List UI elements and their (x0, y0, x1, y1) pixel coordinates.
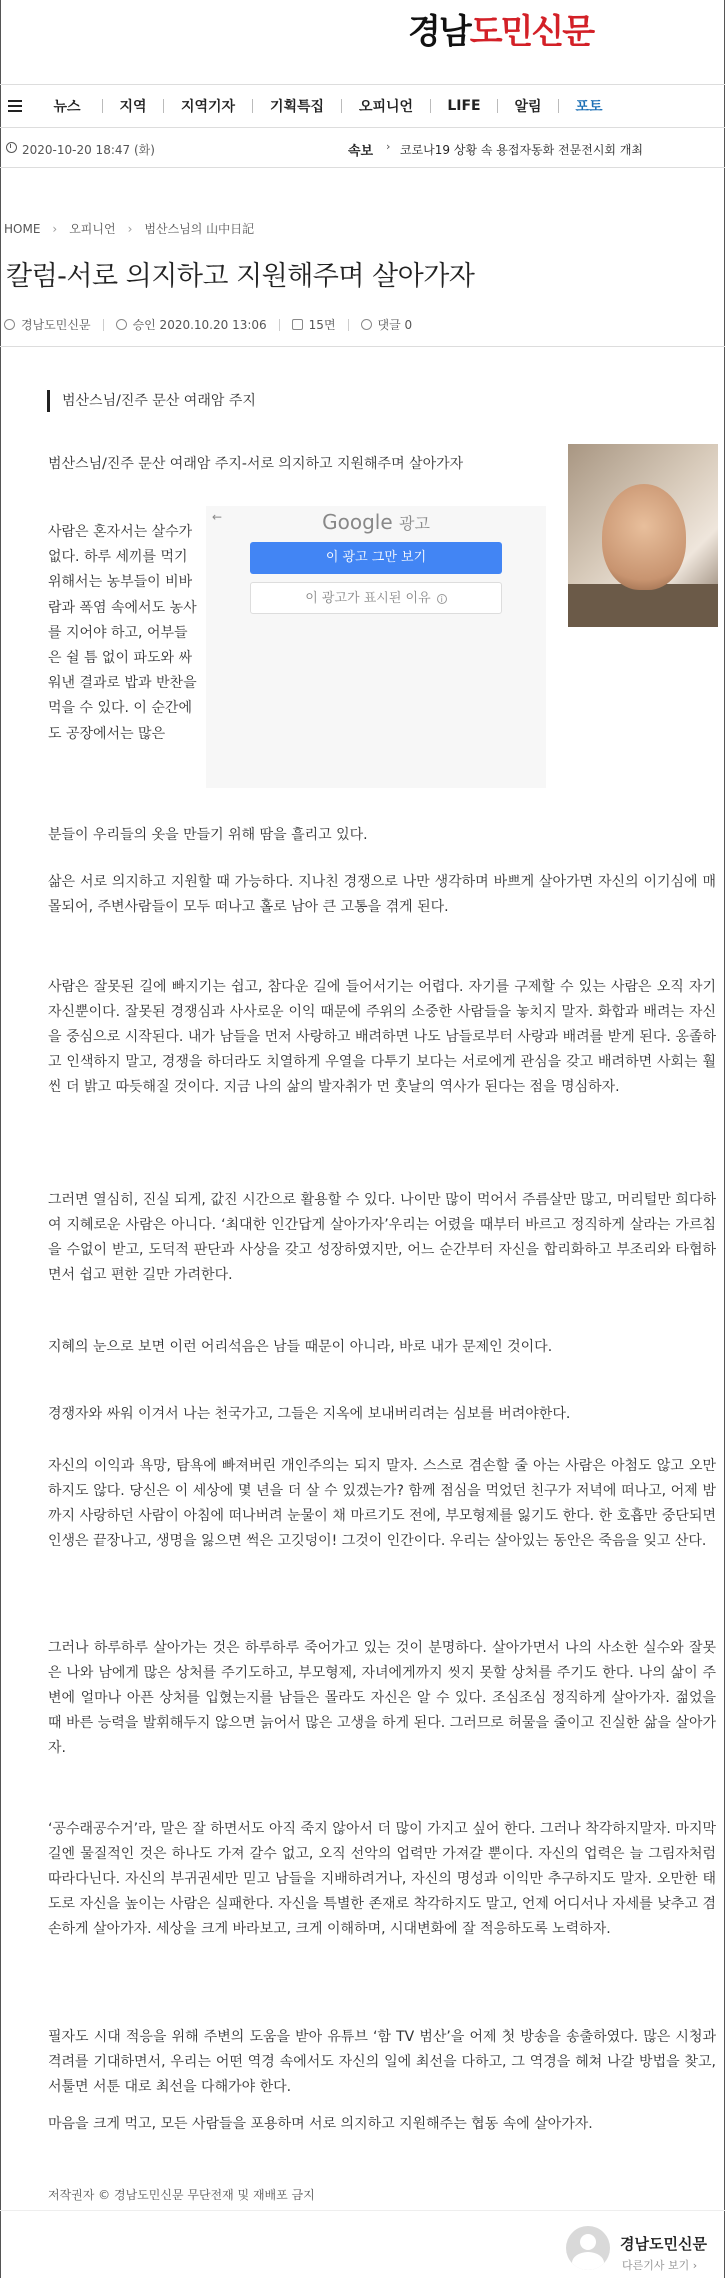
logo-part2: 도민신문 (469, 12, 594, 52)
info-icon: i (437, 594, 447, 604)
article-paragraph: 마음을 크게 먹고, 모든 사람들을 포용하며 서로 의지하고 지원해주는 협동 속에 살아가자. (48, 2116, 593, 2132)
why-ad-label: 이 광고가 표시된 이유 (305, 591, 431, 606)
breadcrumb (4, 220, 254, 237)
ad-brand (206, 510, 546, 534)
breaking-label: 속보 (348, 144, 374, 159)
top-info-bar (0, 128, 725, 168)
author-photo (568, 444, 718, 627)
page-icon (292, 319, 303, 330)
clock-icon (6, 142, 17, 153)
breadcrumb-opinion[interactable]: 오피니언 (69, 222, 116, 236)
nav-divider (252, 99, 253, 113)
nav-divider (430, 99, 431, 113)
divider (0, 2210, 725, 2211)
article-approved-date: 승인 2020.10.20 13:06 (132, 318, 267, 332)
nav-divider (163, 99, 164, 113)
reporter-avatar (566, 2226, 610, 2270)
nav-item-news[interactable]: 뉴스 (53, 99, 81, 115)
nav-divider (341, 99, 342, 113)
chevron-right-icon: › (52, 221, 58, 236)
menu-icon[interactable] (8, 100, 22, 112)
user-icon (4, 319, 15, 330)
stop-ad-button[interactable]: 이 광고 그만 보기 (250, 542, 502, 574)
logo-part1: 경남 (408, 12, 470, 52)
meta-divider (279, 319, 280, 331)
nav-item-region[interactable]: 지역 (119, 99, 147, 115)
main-nav (0, 84, 725, 128)
divider (0, 346, 725, 347)
breadcrumb-home[interactable]: HOME (4, 221, 41, 236)
chevron-right-icon: › (386, 140, 391, 153)
article-subhead: 범산스님/진주 문산 여래암 주지 (47, 390, 256, 412)
clock-icon (116, 319, 127, 330)
chevron-right-icon: › (127, 221, 133, 236)
article-paragraph: 삶은 서로 의지하고 지원할 때 가능하다. 지나친 경쟁으로 나만 생각하며 바쁘게 살아가면 자신의 이기심에 매몰되어, 주변사람들이 모두 떠나고 홀로 남아 큰 고통을 겪게 된다. (48, 874, 716, 915)
nav-item-opinion[interactable]: 오피니언 (358, 99, 414, 115)
article-comments[interactable]: 댓글 0 (377, 318, 413, 332)
meta-divider (348, 319, 349, 331)
nav-divider (102, 99, 103, 113)
breadcrumb-section[interactable]: 범산스님의 山中日記 (144, 222, 255, 236)
comment-icon (361, 319, 372, 330)
article-paragraph: 자신의 이익과 욕망, 탐욕에 빠져버린 개인주의는 되지 말자. 스스로 겸손할 줄 아는 사람은 아첨도 않고 오만하지도 않다. 당신은 이 세상에 몇 년을 더 살 수 있겠는가? 함께 점심을 먹었던 친구가 저녁에 떠나고, 어제 밤까지 사랑하던 사람이 아침에 떠나버려 눈물이 채 마르기도 전에, 부모형제를 잃기도 한다. 한 호흡만 중단되면 인생은 끝장나고, 생명을 잃으면 썩은 고깃덩이! 그것이 인간이다. 우리는 살아있는 동안은 죽음을 잊고 산다. (48, 1458, 716, 1549)
masthead (0, 0, 725, 60)
nav-item-life[interactable]: LIFE (447, 98, 481, 114)
back-arrow-icon[interactable]: ← (212, 510, 223, 524)
why-ad-button[interactable] (250, 582, 502, 614)
breaking-headline[interactable]: 코로나19 상황 속 용접자동화 전문전시회 개최 (400, 143, 643, 157)
reporter-more-link[interactable]: 다른기사 보기 › (622, 2259, 698, 2272)
article-paragraph: 경쟁자와 싸워 이겨서 나는 천국가고, 그들은 지옥에 보내버리려는 심보를 버려야한다. (48, 1406, 571, 1422)
article-paragraph: 사람은 혼자서는 살수가 없다. 하루 세끼를 먹기 위해서는 농부들이 비바람과 폭염 속에서도 농사를 지어야 하고, 어부들은 쉴 틈 없이 파도와 싸워낸 결과로 밥과 반찬을 먹을 수 있다. 이 순간에도 공장에서는 많은 (48, 524, 197, 742)
article-title: 칼럼-서로 의지하고 지원해주며 살아가자 (6, 261, 475, 292)
nav-divider (497, 99, 498, 113)
article-meta (4, 316, 412, 333)
meta-divider (103, 319, 104, 331)
article-paragraph: 사람은 잘못된 길에 빠지기는 쉽고, 참다운 길에 들어서기는 어렵다. 자기를 구제할 수 있는 사람은 오직 자기 자신뿐이다. 잘못된 경쟁심과 사사로운 이익 때문에 주위의 소중한 사람들을 놓치지 말자. 화합과 배려는 자신을 중심으로 시작된다. 내가 남들을 먼저 사랑하고 배려하면 나도 남들로부터 사랑과 배려를 받게 된다. 옹졸하고 인색하지 말고, 경쟁을 하더라도 치열하게 우열을 다투기 보다는 서로에게 관심을 갖고 배려하면 사회는 훨씬 더 밝고 따듯해질 것이다. 지금 나의 삶의 발자취가 먼 훗날의 역사가 된다는 점을 명심하자. (48, 979, 716, 1095)
site-logo[interactable] (408, 4, 593, 53)
article-page: 15면 (308, 318, 336, 332)
current-date: 2020-10-20 18:47 (화) (22, 143, 155, 157)
article-author: 경남도민신문 (21, 318, 91, 332)
nav-item-feature[interactable]: 기획특집 (269, 99, 325, 115)
ad-brand-name: Google (322, 510, 393, 534)
article-paragraph: 분들이 우리들의 옷을 만들기 위해 땀을 흘리고 있다. (48, 827, 368, 843)
article-paragraph: 그러면 열심히, 진실 되게, 값진 시간으로 활용할 수 있다. 나이만 많이 먹어서 주름살만 많고, 머리털만 희다하여 지혜로운 사람은 아니다. ‘최대한 인간답게 살아가자’우리는 어렸을 때부터 바르고 정직하게 살라는 가르침을 수없이 받고, 도덕적 판단과 사상을 갖고 성장하였지만, 어느 순간부터 자신을 합리화하고 부조리와 타협하면서 쉽고 편한 길만 가려한다. (48, 1192, 716, 1283)
ad-feedback-panel (206, 506, 546, 788)
article-paragraph: ‘공수래공수거’라, 말은 잘 하면서도 아직 죽지 않아서 더 많이 가지고 싶어 한다. 그러나 착각하지말자. 마지막 길엔 물질적인 것은 하나도 가져 갈수 없고, 오직 선악의 업력만 가져갈 뿐이다. 자신의 업력은 늘 그림자처럼 따라다닌다. 자신의 부귀권세만 믿고 남들을 지배하려거나, 자신의 명성과 이익만 추구하지도 말자. 오만한 태도로 자신을 높이는 사람은 실패한다. 자신을 특별한 존재로 착각하지도 말고, 언제 어디서나 자세를 낮추고 겸손하게 살아가자. 세상을 크게 바라보고, 크게 이해하며, 시대변화에 잘 적응하도록 노력하자. (48, 1821, 716, 1937)
article-paragraph: 필자도 시대 적응을 위해 주변의 도움을 받아 유튜브 ‘함 TV 범산’을 어제 첫 방송을 송출하였다. 많은 시청과 격려를 기대하면서, 우리는 어떤 역경 속에서도 자신의 일에 최선을 다하고, 그 역경을 헤쳐 나갈 방법을 찾고, 서툴면 서툰 대로 최선을 다해가야 한다. (48, 2029, 716, 2095)
nav-item-notice[interactable]: 알림 (514, 99, 542, 115)
reporter-name: 경남도민신문 (620, 2235, 707, 2253)
nav-item-region-reporter[interactable]: 지역기자 (180, 99, 236, 115)
article-paragraph: 그러나 하루하루 살아가는 것은 하루하루 죽어가고 있는 것이 분명하다. 살아가면서 나의 사소한 실수와 잘못은 나와 남에게 많은 상처를 주기도하고, 부모형제, 자녀에게까지 씻지 못할 상처를 주기도 한다. 나의 삶이 주변에 얼마나 아픈 상처를 입혔는지를 남들은 몰라도 자신은 알 수 있다. 조심조심 정직하게 살아가자. 젊었을 때 바른 능력을 발휘해두지 않으면 늙어서 많은 고생을 하게 된다. 그러므로 허물을 줄이고 진실한 삶을 살아가자. (48, 1640, 716, 1756)
nav-item-photo[interactable]: 포토 (575, 99, 603, 115)
ad-brand-suffix: 광고 (398, 514, 430, 533)
article-paragraph: 지혜의 눈으로 보면 이런 어리석음은 남들 때문이 아니라, 바로 내가 문제인 것이다. (48, 1339, 553, 1355)
copyright-notice: 저작권자 © 경남도민신문 무단전재 및 재배포 금지 (48, 2188, 315, 2202)
article-lead: 범산스님/진주 문산 여래암 주지-서로 의지하고 지원해주며 살아가자 (48, 456, 464, 472)
nav-divider (558, 99, 559, 113)
